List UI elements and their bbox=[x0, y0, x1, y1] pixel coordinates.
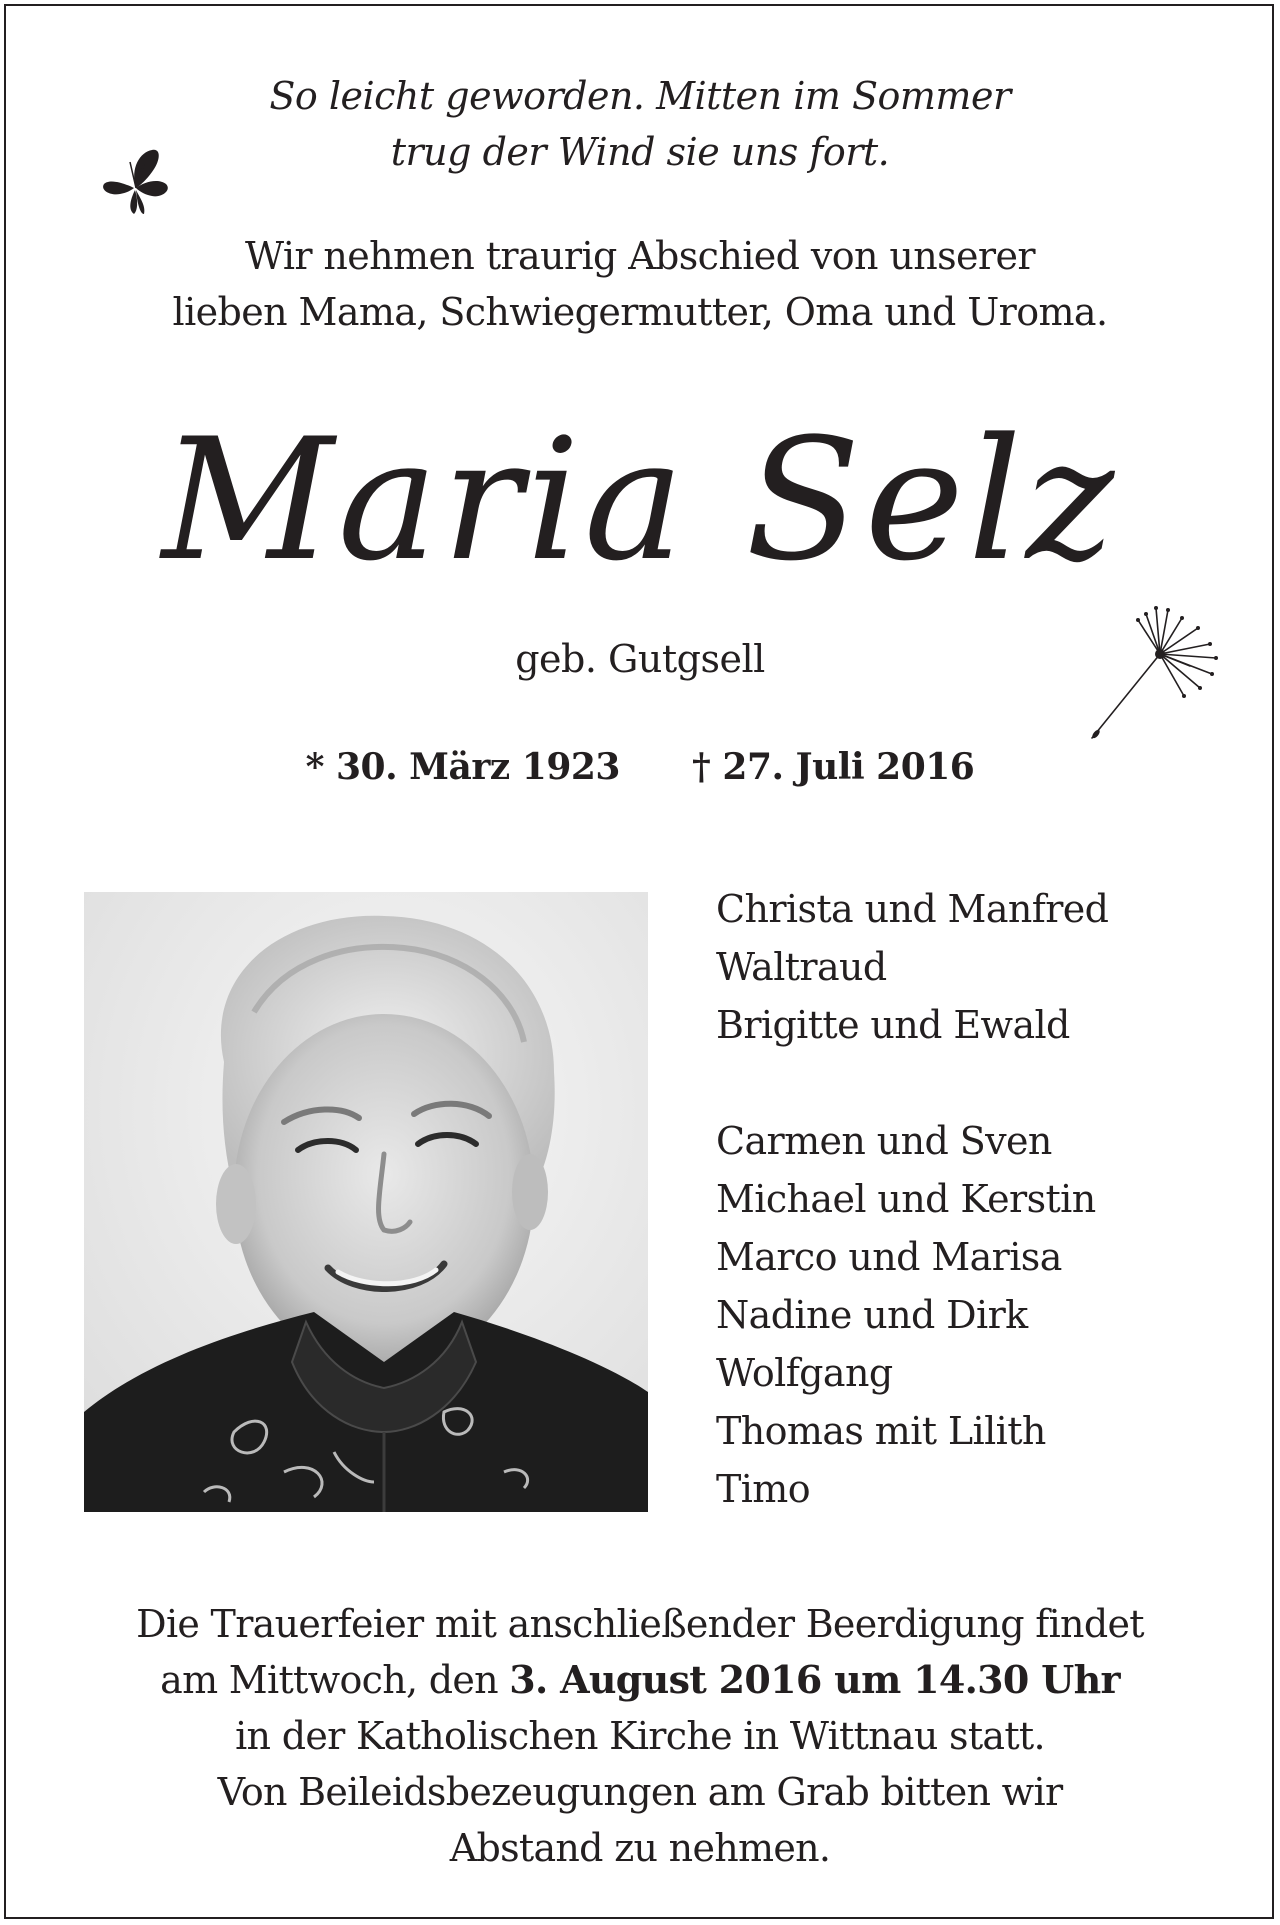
funeral-date-time: 3. August 2016 um 14.30 Uhr bbox=[509, 1657, 1120, 1702]
motto-line-2: trug der Wind sie uns fort. bbox=[390, 130, 890, 174]
family-member: Christa und Manfred bbox=[716, 887, 1109, 931]
intro-line-1: Wir nehmen traurig Abschied von unserer bbox=[245, 234, 1035, 278]
family-member: Carmen und Sven bbox=[716, 1119, 1052, 1163]
intro-line-2: lieben Mama, Schwiegermutter, Oma und Uroma. bbox=[172, 290, 1108, 334]
motto-verse bbox=[0, 68, 1280, 180]
family-spacer bbox=[716, 1054, 1108, 1112]
deceased-name: Maria Selz bbox=[161, 402, 1119, 598]
closing-line-1: Die Trauerfeier mit anschließender Beerdigung findet bbox=[136, 1602, 1144, 1646]
birth-date: * 30. März 1923 bbox=[305, 746, 620, 788]
family-member: Michael und Kerstin bbox=[716, 1177, 1096, 1221]
family-member: Wolfgang bbox=[716, 1351, 893, 1395]
motto-line-1: So leicht geworden. Mitten im Sommer bbox=[269, 74, 1011, 118]
portrait-photo bbox=[84, 892, 648, 1512]
family-member: Marco und Marisa bbox=[716, 1235, 1062, 1279]
closing-line-4: Von Beileidsbezeugungen am Grab bitten wir bbox=[217, 1770, 1063, 1814]
maiden-name: geb. Gutgsell bbox=[515, 637, 765, 681]
intro-text bbox=[0, 228, 1280, 340]
family-member: Waltraud bbox=[716, 945, 887, 989]
family-member: Brigitte und Ewald bbox=[716, 1003, 1070, 1047]
family-member: Nadine und Dirk bbox=[716, 1293, 1028, 1337]
closing-line-3: in der Katholischen Kirche in Wittnau statt. bbox=[235, 1714, 1045, 1758]
life-dates bbox=[0, 742, 1280, 792]
family-member: Thomas mit Lilith bbox=[716, 1409, 1046, 1453]
closing-line-2-text: am Mittwoch, den bbox=[160, 1658, 510, 1702]
death-date: † 27. Juli 2016 bbox=[692, 746, 975, 788]
family-member: Timo bbox=[716, 1467, 811, 1511]
closing-line-2 bbox=[0, 1652, 1280, 1708]
family-list bbox=[716, 880, 1108, 1518]
closing-line-5: Abstand zu nehmen. bbox=[449, 1826, 831, 1870]
funeral-information bbox=[0, 1596, 1280, 1876]
